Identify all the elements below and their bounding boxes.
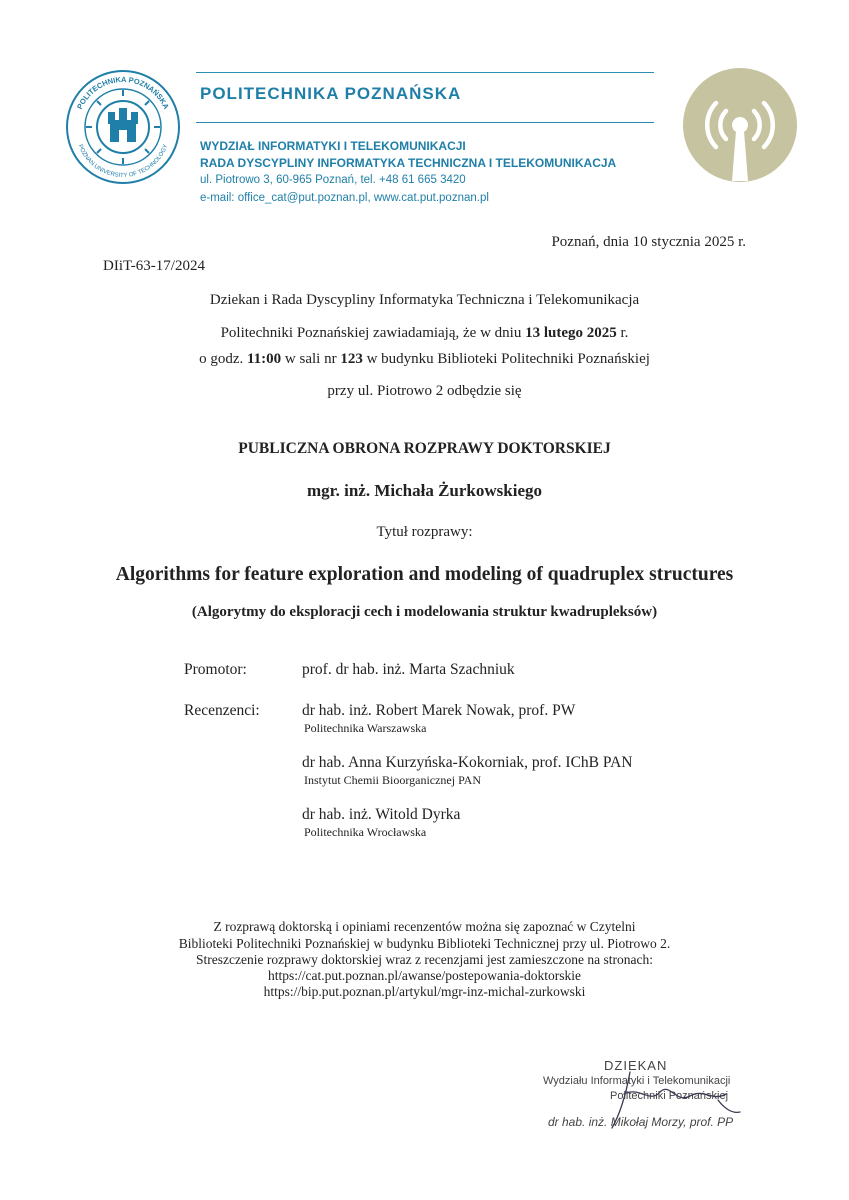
- footer-link-cat[interactable]: https://cat.put.poznan.pl/awanse/postepowania-doktorskie: [267, 968, 582, 983]
- defense-heading: PUBLICZNA OBRONA ROZPRAWY DOKTORSKIEJ: [238, 440, 611, 457]
- stamp-faculty: Wydziału Informatyki i Telekomunikacji: [543, 1075, 731, 1087]
- thesis-title-polish: (Algorytmy do eksploracji cech i modelowania struktur kwadrupleksów): [191, 604, 658, 620]
- university-seal-logo: [64, 68, 182, 186]
- reviewers-label: Recenzenci:: [184, 702, 260, 719]
- footer-link-bip[interactable]: https://bip.put.poznan.pl/artykul/mgr-inz-michal-zurkowski: [263, 984, 586, 999]
- reviewer-2-name: dr hab. Anna Kurzyńska-Kokorniak, prof. IChB PAN: [302, 754, 633, 771]
- announcement-line-3-pre: o godz.: [199, 351, 247, 367]
- announcement-line-3-mid: w sali nr: [281, 351, 341, 367]
- announcement-line-2: [0, 325, 849, 342]
- broadcast-antenna-logo-icon: [682, 67, 798, 183]
- candidate-name: mgr. inż. Michała Żurkowskiego: [306, 481, 543, 500]
- stamp-dean-name: dr hab. inż. Mikołaj Morzy, prof. PP: [548, 1115, 734, 1129]
- promoter-label: Promotor:: [184, 661, 247, 678]
- reviewer-1-name: dr hab. inż. Robert Marek Nowak, prof. PW: [302, 702, 576, 719]
- document-reference-number: DIiT-63-17/2024: [103, 258, 205, 274]
- council-name: RADA DYSCYPLINY INFORMATYKA TECHNICZNA I TELEKOMUNIKACJA: [200, 156, 617, 170]
- announcement-line-2-pre: Politechniki Poznańskiej zawiadamiają, że w dniu: [220, 325, 526, 341]
- defense-date: 13 lutego 2025: [525, 325, 617, 341]
- university-name: POLITECHNIKA POZNAŃSKA: [200, 84, 462, 103]
- announcement-line-3-post: w budynku Biblioteki Politechniki Poznańskiej: [362, 351, 650, 367]
- promoter-name: prof. dr hab. inż. Marta Szachniuk: [302, 661, 515, 678]
- header-rule-middle: [196, 122, 654, 123]
- footer-line-3: Streszczenie rozprawy doktorskiej wraz z recenzjami jest zamieszczone na stronach:: [196, 952, 653, 967]
- reviewer-2-affiliation: Instytut Chemii Bioorganicznej PAN: [304, 773, 481, 787]
- thesis-title-label: Tytuł rozprawy:: [376, 524, 473, 540]
- reviewer-1-affiliation: Politechnika Warszawska: [304, 721, 427, 735]
- seal-text-bottom: POZNAN UNIVERSITY OF TECHNOLOGY: [76, 143, 170, 180]
- document-date: Poznań, dnia 10 stycznia 2025 r.: [551, 234, 746, 250]
- faculty-name: WYDZIAŁ INFORMATYKI I TELEKOMUNIKACJI: [200, 139, 466, 153]
- seal-text-top: POLITECHNIKA POZNAŃSKA: [75, 74, 171, 111]
- defense-time: 11:00: [247, 351, 282, 367]
- contact-line: e-mail: office_cat@put.poznan.pl, www.cat.put.poznan.pl: [200, 192, 489, 204]
- announcement-line-1: Dziekan i Rada Dyscypliny Informatyka Techniczna i Telekomunikacja: [209, 292, 640, 308]
- address-line: ul. Piotrowo 3, 60-965 Poznań, tel. +48 61 665 3420: [200, 174, 466, 186]
- defense-room: 123: [340, 351, 363, 367]
- reviewer-3-name: dr hab. inż. Witold Dyrka: [302, 806, 461, 823]
- header-rule-top: [196, 72, 654, 73]
- announcement-line-2-post: r.: [616, 325, 629, 341]
- thesis-title-english: Algorithms for feature exploration and modeling of quadruplex structures: [115, 564, 734, 585]
- footer-line-1: Z rozprawą doktorską i opiniami recenzentów można się zapoznać w Czytelni: [213, 919, 636, 934]
- footer-line-2: Biblioteki Politechniki Poznańskiej w budynku Biblioteki Technicznej przy ul. Piotrowo 2.: [178, 936, 671, 951]
- announcement-line-3: [0, 351, 849, 368]
- stamp-title: DZIEKAN: [604, 1058, 668, 1073]
- handwritten-signature: [600, 1064, 750, 1134]
- announcement-line-4: przy ul. Piotrowo 2 odbędzie się: [327, 383, 522, 399]
- reviewer-3-affiliation: Politechnika Wrocławska: [304, 825, 427, 839]
- stamp-university: Politechniki Poznańskiej: [610, 1090, 729, 1102]
